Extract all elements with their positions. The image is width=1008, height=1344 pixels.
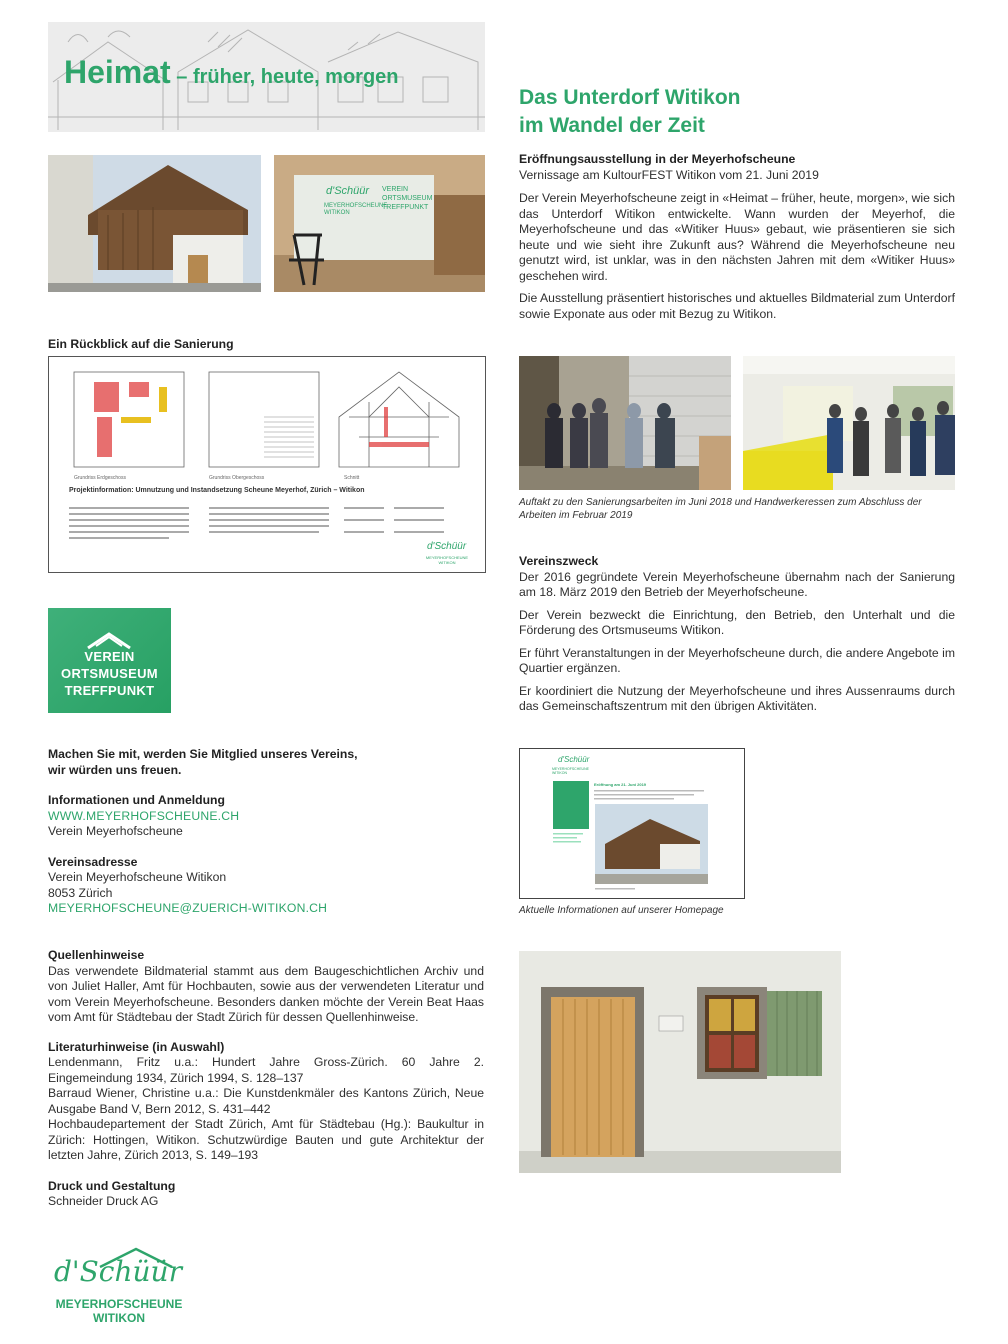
print-text: Schneider Druck AG [48,1194,159,1208]
footer-logo [48,1245,198,1325]
address-line-1: Verein Meyerhofscheune Witikon [48,870,227,884]
print-heading: Druck und Gestaltung [48,1178,176,1193]
intro-paragraph-1: Der Verein Meyerhofscheune zeigt in «Heimat – früher, heute, morgen», wie sich das Unterdorf Witikon entwickelte. Wann wurden der Meyerhof, die Meyerhofscheune und das «Witiker Huus» gebaut, wie präsentieren sie sich heute und wie sieht ihre Zukunft aus? Während die Meyerhofscheune neu genutzt wird, ist unklar, was in den nächsten Jahren mit dem «Witiker Huus» geschehen wird. [519,191,955,283]
homepage-logo-text: MEYERHOFSCHEUNE WITIKON [552,767,589,775]
barn-photo [48,155,261,292]
sign-right-line2: ORTSMUSEUM [382,195,433,202]
sign-right [382,185,432,212]
photos-caption: Auftakt zu den Sanierungsarbeiten im Juni 2018 und Handwerkeressen zum Abschluss der Arbeiten im Februar 2019 [519,497,922,521]
verein-logo-line3: TREFFPUNKT [64,683,155,698]
footer-logo-script: d'Schüür [54,1255,182,1288]
intro-heading: Eröffnungsausstellung in der Meyerhofscheune [519,152,796,166]
join-line-2: wir würden uns freuen. [48,762,182,777]
email-link[interactable]: MEYERHOFSCHEUNE@ZUERICH-WITIKON.CH [48,901,328,915]
banner-interior-photo [274,155,485,292]
workers-lunch-photo [743,356,955,490]
banner-title-main: Heimat [64,54,171,90]
page-title [519,84,740,140]
plan-logo-script: d'Schüür [427,541,467,552]
zweck-paragraph-3: Er führt Veranstaltungen in der Meyerhofscheune durch, die andere Angebote im Quartier ergänzen. [519,645,955,675]
website-link[interactable]: WWW.MEYERHOFSCHEUNE.CH [48,808,240,823]
banner-title [64,54,399,91]
footer-logo-line2: WITIKON [93,1311,145,1325]
address-line-2: 8053 Zürich [48,885,113,900]
homepage-heading: Eröffnung am 21. Juni 2019 [594,782,647,787]
plan-title: Projektinformation: Umnutzung und Instandsetzung Scheune Meyerhof, Zürich – Witikon [69,487,365,494]
retro-heading: Ein Rückblick auf die Sanierung [48,337,234,351]
zweck-paragraph-2: Der Verein bezweckt die Einrichtung, den Betrieb, den Unterhalt und die Förderung des Ortsmuseums Witikon. [519,607,955,637]
sign-left: MEYERHOFSCHEUNE WITIKON [324,203,388,216]
literature-item: Lendenmann, Fritz u.a.: Hundert Jahre Gross-Zürich. 60 Jahre 2. Eingemeindung 1934, Zürich 1994, S. 128–137 [48,1055,484,1085]
zweck-heading: Vereinszweck [519,554,599,568]
page-title-line1: Das Unterdorf Witikon [519,86,741,109]
join-line-1: Machen Sie mit, werden Sie Mitglied unseres Vereins, [48,747,358,761]
zweck-paragraph-1: Der 2016 gegründete Verein Meyerhofscheune übernahm nach der Sanierung am 18. März 2019 den Betrieb der Meyerhofscheune. [519,569,955,599]
info-heading: Informationen und Anmeldung [48,793,225,807]
verein-logo-text [48,648,171,699]
banner-title-sub: – früher, heute, morgen [170,66,399,88]
sources-section [48,948,484,1210]
header-banner [48,22,485,132]
sign-right-line1: VEREIN [382,186,409,193]
contact-section [48,747,484,917]
zweck-paragraph-4: Er koordiniert die Nutzung der Meyerhofscheune und ihres Aussenraums durch das Gemeinschaftszentrum mit den übrigen Aktivitäten. [519,683,955,713]
intro-section [519,152,955,322]
renovation-start-photo [519,356,731,490]
verein-logo-line1: VEREIN [84,649,135,664]
sources-heading: Quellenhinweise [48,948,145,962]
page-title-line2: im Wandel der Zeit [519,114,705,137]
literature-item: Barraud Wiener, Christine u.a.: Die Kunstdenkmäler des Kantons Zürich, Neue Ausgabe Band V, Bern 2012, S. 431–442 [48,1086,484,1116]
zweck-section [519,554,955,715]
plan-logo-text: MEYERHOFSCHEUNE WITIKON [425,555,469,565]
verein-logo-line2: ORTSMUSEUM [61,666,158,681]
literature-item: Hochbaudepartement der Stadt Zürich, Amt für Städtebau (Hg.): Baukultur in Zürich: Hottingen, Witikon. Schutzwürdige Bauten und gute Architektur der letzten Jahre, Zürich 2013, S. 149–193 [48,1117,484,1162]
footer-logo-line1: MEYERHOFSCHEUNE [55,1297,183,1311]
sources-text: Das verwendete Bildmaterial stammt aus dem Baugeschichtlichen Archiv und von Juliet Haller, Amt für Hochbauten, sowie aus der verwendeten Literatur und vom Verein Meyerhofscheune. Besonders danken möchte der Verein Beat Haas vom Amt für Städtebau der Stadt Zürich für dessen Quellenhinweise. [48,963,484,1024]
verein-logo-box [48,608,171,713]
info-org: Verein Meyerhofscheune [48,824,183,838]
plan-caption-2: Grundriss Obergeschoss [209,475,265,481]
intro-paragraph-2: Die Ausstellung präsentiert historisches und aktuelles Bildmaterial zum Unterdorf sowie Exponate aus oder mit Bezug zu Witikon. [519,291,955,321]
homepage-caption: Aktuelle Informationen auf unserer Homepage [519,905,724,916]
homepage-logo-script: d'Schüür [558,755,590,764]
address-heading: Vereinsadresse [48,854,138,869]
sign-right-line3: TREFFPUNKT [382,204,429,211]
door-window-photo [519,951,841,1173]
plan-caption-3: Schnitt [344,475,360,481]
plan-caption-1: Grundriss Erdgeschoss [74,475,126,481]
intro-subheading: Vernissage am KultourFEST Witikon vom 21. Juni 2019 [519,167,819,182]
homepage-screenshot [519,748,745,899]
sign-script: d'Schüür [326,185,370,197]
literature-heading: Literaturhinweise (in Auswahl) [48,1039,225,1054]
renovation-plan [48,356,486,573]
